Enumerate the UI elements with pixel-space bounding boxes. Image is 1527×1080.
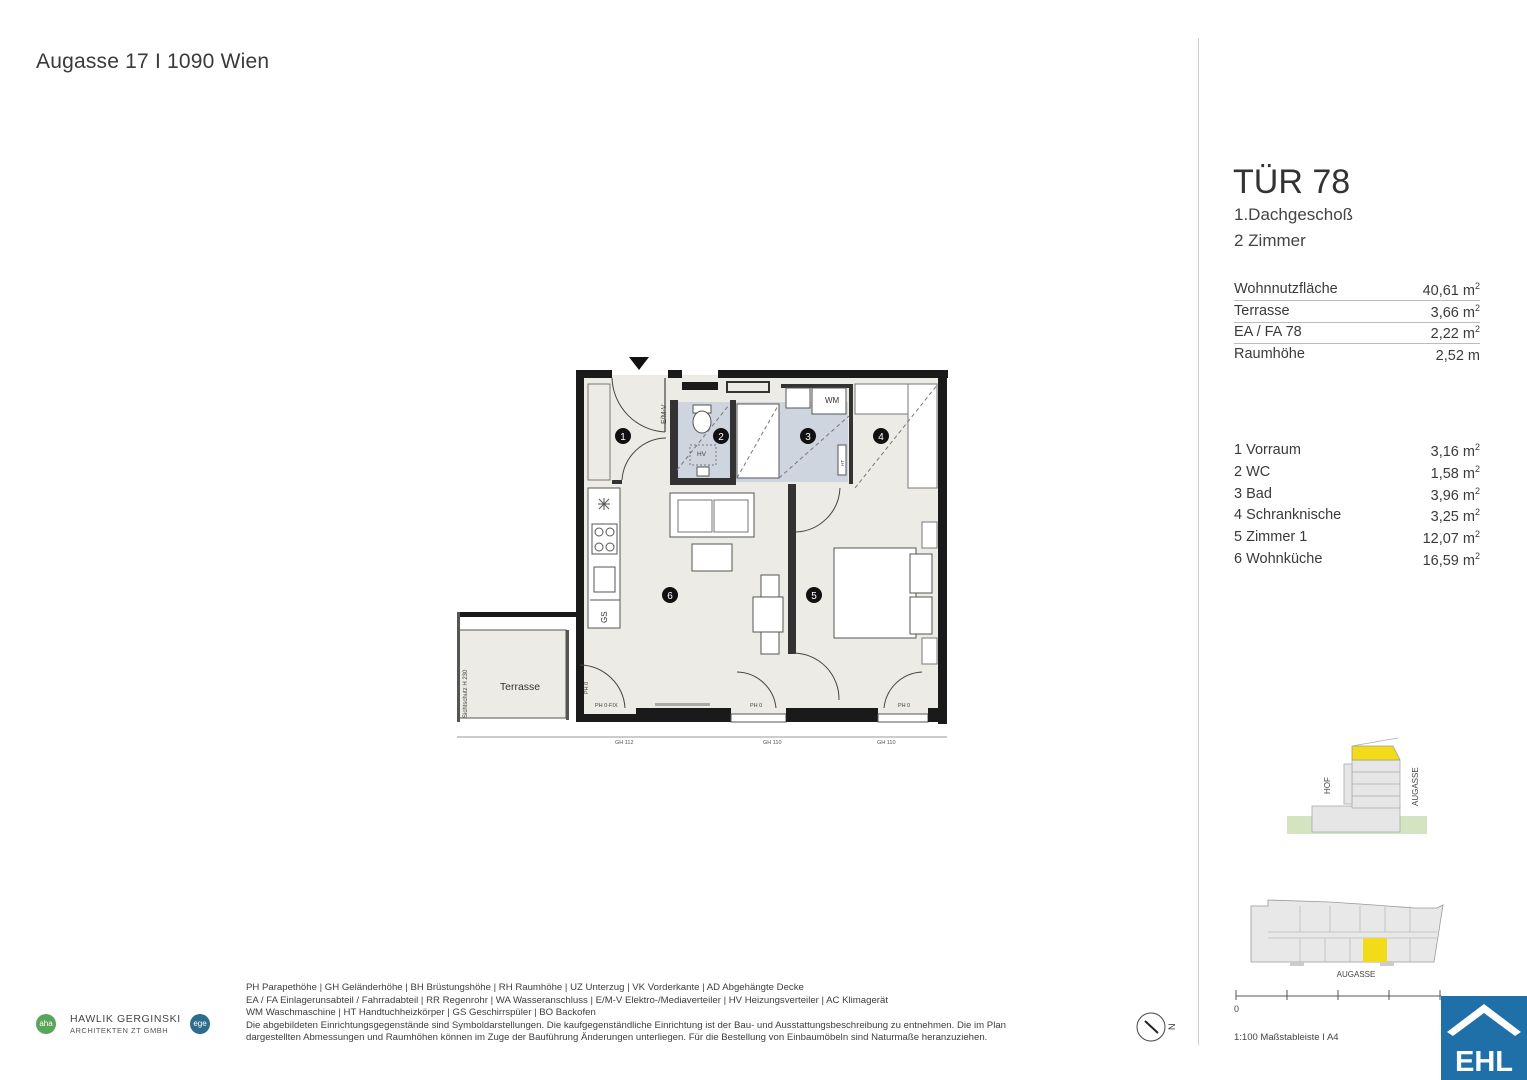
room-area: 3,25 $m^2$ [1430, 507, 1480, 525]
wall [668, 370, 682, 378]
room-number: 1 [620, 432, 626, 443]
highlighted-floor [1352, 746, 1400, 760]
chair [761, 632, 779, 654]
room-row [1234, 529, 1480, 549]
floor-plan [450, 350, 955, 750]
wall [576, 714, 636, 722]
wall [576, 370, 584, 722]
gh-label: GH 110 [877, 740, 896, 746]
legend-line: WM Waschmaschine | HT Handtuchheizkörper | GS Geschirrspüler | BO Backofen [246, 1007, 596, 1019]
roof-line [1352, 738, 1398, 746]
room-label: 5 Zimmer 1 [1234, 529, 1308, 545]
wall [928, 708, 947, 722]
area-value: 2,22 $m^2$ [1430, 324, 1480, 342]
area-value: 40,61 $m^2$ [1422, 281, 1480, 299]
wall [457, 612, 577, 617]
room-number: 4 [878, 432, 884, 443]
ph-label: PH 0 [898, 703, 911, 709]
room-number: 2 [718, 432, 724, 443]
privacy-screen-label: Sichtschutz H 230 [463, 669, 469, 718]
unit-floor: 1.Dachgeschoß [1234, 205, 1354, 224]
chair [761, 575, 779, 597]
window [731, 714, 786, 722]
hv-label: HV [697, 451, 707, 458]
nightstand [922, 522, 937, 548]
room-area: 3,16 $m^2$ [1430, 442, 1480, 460]
terrace-floor [459, 630, 569, 718]
architect-logo [36, 1012, 216, 1038]
room-area: 1,58 $m^2$ [1430, 464, 1480, 482]
room-row [1234, 507, 1480, 527]
pillow [910, 554, 932, 593]
gh-label: GH 112 [615, 740, 634, 746]
area-value: 2,52 m [1435, 347, 1480, 364]
north-label: N [1167, 1023, 1177, 1030]
room-number: 3 [805, 432, 811, 443]
entrance-arrow-icon [629, 357, 649, 370]
room-label: 2 WC [1234, 464, 1271, 480]
window-sill [655, 703, 710, 706]
wall [682, 382, 718, 390]
terrace-label: Terrasse [499, 681, 541, 693]
building-base [1312, 806, 1400, 832]
em-v-label: E/M-V [661, 404, 668, 424]
architect-subtitle: ARCHITEKTEN ZT GMBH [70, 1026, 169, 1035]
wall [788, 484, 796, 654]
coffee-table [692, 544, 732, 571]
architect-name: HAWLIK GERGINSKI [70, 1013, 181, 1025]
scale-label: 1:100 Maßstableiste I A4 [1234, 1032, 1339, 1043]
divider-line [1198, 38, 1199, 1045]
ph-label: PH 0 [584, 681, 590, 694]
room-label: 4 Schranknische [1234, 507, 1342, 523]
unit-rooms: 2 Zimmer [1234, 231, 1306, 250]
room-label: 6 Wohnküche [1234, 551, 1323, 567]
balcony-stack [1344, 764, 1352, 804]
room-area: 3,96 $m^2$ [1430, 486, 1480, 504]
ht-label: HT [840, 460, 845, 466]
legend [246, 982, 1076, 1045]
augasse-side-label: AUGASSE [1411, 767, 1420, 806]
wm-label: WM [825, 396, 840, 405]
room-label: 3 Bad [1234, 486, 1272, 502]
room-area: 16,59 $m^2$ [1422, 551, 1480, 569]
wc-sink [697, 467, 709, 476]
legend-line: Die abgebildeten Einrichtungsgegenstände sind Symboldarstellungen. Die kaufgegenständliche Einrichtung ist der Bau- und Ausstattungsbeschreibung zu entnehmen. Die im Plan [246, 1019, 1006, 1031]
room-row [1234, 464, 1480, 484]
area-row [1234, 344, 1480, 365]
area-label: Raumhöhe [1234, 346, 1305, 362]
wall [636, 708, 731, 722]
unit-title: TÜR 78 [1233, 163, 1351, 201]
wall [781, 384, 853, 388]
toilet-bowl [693, 411, 711, 433]
wall [718, 370, 948, 378]
wall [849, 384, 853, 484]
room-row [1234, 442, 1480, 462]
building-outline [1251, 900, 1443, 962]
wall [670, 478, 736, 485]
gh-label: GH 110 [763, 740, 782, 746]
wall [576, 370, 612, 378]
room-row [1234, 551, 1480, 571]
area-row [1234, 322, 1480, 344]
area-label: Wohnnutzfläche [1234, 281, 1338, 297]
ph-fix-label: PH 0-FIX [595, 703, 618, 709]
gs-label: GS [600, 611, 609, 623]
augasse-bottom-label: AUGASSE [1336, 970, 1376, 979]
balcony-mark [1380, 962, 1394, 966]
scale-bar [1230, 985, 1442, 1015]
aha-badge: aha [36, 1014, 56, 1034]
wall [730, 400, 736, 482]
bed [834, 548, 916, 638]
floor-keyplan [1245, 893, 1445, 983]
room-number: 5 [811, 591, 817, 602]
ege-badge: ege [190, 1014, 210, 1034]
hof-label: HOF [1323, 777, 1332, 794]
closet [908, 384, 937, 488]
room-area: 12,07 $m^2$ [1422, 529, 1480, 547]
towel-radiator [838, 445, 846, 475]
area-label: Terrasse [1234, 303, 1290, 319]
area-value: 3,66 $m^2$ [1430, 303, 1480, 321]
area-row [1234, 279, 1480, 301]
ph-label: PH 0 [750, 703, 763, 709]
dining-table [753, 597, 783, 632]
area-label: EA / FA 78 [1234, 324, 1302, 340]
room-row [1234, 486, 1480, 506]
window [878, 714, 928, 722]
nightstand [922, 638, 937, 664]
legend-line: EA / FA Einlagerunsabteil / Fahrradabteil | RR Regenrohr | WA Wasseranschluss | E/M-V Elektro-/Mediaverteiler | HV Heizungsverteiler | AC Klimagerät [246, 994, 888, 1006]
section-keyplan [1280, 735, 1440, 840]
balcony-mark [1290, 962, 1304, 966]
legend-line: PH Parapethöhe | GH Geländerhöhe | BH Brüstungshöhe | RH Raumhöhe | UZ Unterzug | VK Vorderkante | AD Abgehängte Decke [246, 982, 804, 993]
legend-line: dargestellten Abmessungen und Raumhöhen können im Zuge der Bauführung Änderungen unterliegen. Für die Bestellung von Einbaumöbeln sind Naturmaße heranzuziehen. [246, 1032, 988, 1044]
north-arrow-icon [1134, 1010, 1184, 1044]
wall [786, 708, 878, 722]
ehl-logo [1441, 996, 1527, 1080]
address-title: Augasse 17 I 1090 Wien [36, 50, 270, 73]
ehl-text: EHL [1455, 1046, 1513, 1078]
wall [612, 480, 622, 484]
room-number: 6 [667, 591, 673, 602]
wall [938, 370, 947, 724]
room-label: 1 Vorraum [1234, 442, 1301, 458]
north-needle [1145, 1021, 1158, 1033]
highlighted-unit [1363, 938, 1387, 962]
scale-zero: 0 [1234, 1004, 1240, 1014]
area-row [1234, 301, 1480, 323]
pillow [910, 597, 932, 634]
bath-sink [786, 388, 810, 408]
